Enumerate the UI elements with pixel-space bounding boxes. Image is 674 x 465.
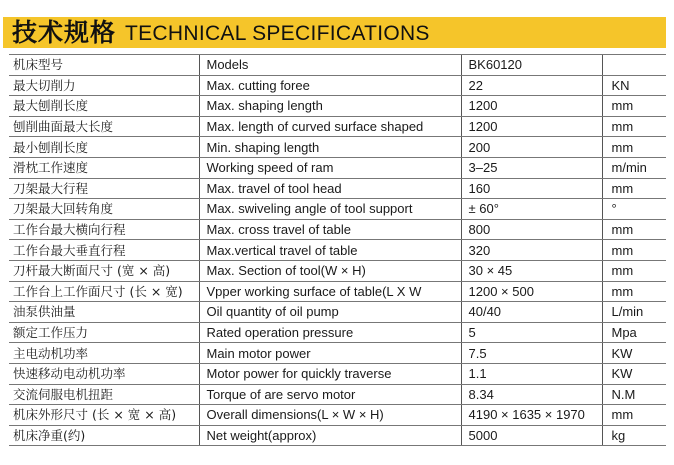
table-row (9, 137, 666, 158)
spec-value: ± 60° (461, 199, 602, 220)
spec-name-english: Max. Section of tool(W × H) (199, 260, 461, 281)
table-row (9, 260, 666, 281)
spec-name-english: Max. cutting foree (199, 75, 461, 96)
spec-name-english: Max.vertical travel of table (199, 240, 461, 261)
spec-value: 320 (461, 240, 602, 261)
table-row (9, 178, 666, 199)
spec-unit: mm (602, 219, 666, 240)
table-row (9, 384, 666, 405)
spec-name-chinese: 额定工作压力 (9, 322, 199, 343)
table-row (9, 322, 666, 343)
spec-name-english: Max. shaping length (199, 96, 461, 117)
table-row (9, 425, 666, 446)
spec-name-english: Max. cross travel of table (199, 219, 461, 240)
specifications-body (9, 55, 666, 446)
spec-name-chinese: 刨削曲面最大长度 (9, 116, 199, 137)
spec-name-chinese: 快速移动电动机功率 (9, 363, 199, 384)
spec-unit: KN (602, 75, 666, 96)
spec-name-english: Max. travel of tool head (199, 178, 461, 199)
spec-name-english: Models (199, 55, 461, 76)
table-row (9, 199, 666, 220)
spec-value: 30 × 45 (461, 260, 602, 281)
spec-name-english: Main motor power (199, 343, 461, 364)
spec-name-chinese: 主电动机功率 (9, 343, 199, 364)
spec-value: 200 (461, 137, 602, 158)
table-row (9, 281, 666, 302)
spec-name-chinese: 刀架最大行程 (9, 178, 199, 199)
spec-value: 1200 × 500 (461, 281, 602, 302)
spec-unit: mm (602, 281, 666, 302)
spec-value: 5 (461, 322, 602, 343)
specifications-table (9, 54, 666, 446)
spec-value: 5000 (461, 425, 602, 446)
spec-unit: mm (602, 240, 666, 261)
title-band (3, 17, 666, 48)
spec-name-chinese: 刀架最大回转角度 (9, 199, 199, 220)
table-row (9, 75, 666, 96)
spec-name-english: Min. shaping length (199, 137, 461, 158)
spec-unit (602, 55, 666, 76)
spec-value: 7.5 (461, 343, 602, 364)
spec-name-chinese: 最大切削力 (9, 75, 199, 96)
spec-name-chinese: 油泵供油量 (9, 302, 199, 323)
spec-name-english: Motor power for quickly traverse (199, 363, 461, 384)
spec-value: 4190 × 1635 × 1970 (461, 405, 602, 426)
spec-unit: N.M (602, 384, 666, 405)
spec-name-english: Overall dimensions(L × W × H) (199, 405, 461, 426)
spec-name-chinese: 机床净重(约) (9, 425, 199, 446)
spec-unit: ° (602, 199, 666, 220)
spec-unit: mm (602, 116, 666, 137)
spec-name-chinese: 交流伺服电机扭距 (9, 384, 199, 405)
spec-name-chinese: 工作台上工作面尺寸 (长 × 宽) (9, 281, 199, 302)
spec-unit: L/min (602, 302, 666, 323)
table-row (9, 405, 666, 426)
spec-value: 800 (461, 219, 602, 240)
spec-value: 1200 (461, 96, 602, 117)
spec-unit: m/min (602, 157, 666, 178)
spec-value: 1.1 (461, 363, 602, 384)
spec-name-english: Working speed of ram (199, 157, 461, 178)
spec-value: 22 (461, 75, 602, 96)
spec-value: BK60120 (461, 55, 602, 76)
table-row (9, 302, 666, 323)
spec-unit: mm (602, 137, 666, 158)
spec-unit: mm (602, 260, 666, 281)
spec-value: 1200 (461, 116, 602, 137)
spec-value: 160 (461, 178, 602, 199)
spec-name-english: Max. length of curved surface shaped (199, 116, 461, 137)
spec-unit: mm (602, 405, 666, 426)
table-row (9, 55, 666, 76)
table-row (9, 363, 666, 384)
spec-name-chinese: 工作台最大横向行程 (9, 219, 199, 240)
spec-unit: KW (602, 343, 666, 364)
spec-name-chinese: 刀杆最大断面尺寸 (宽 × 高) (9, 260, 199, 281)
spec-unit: mm (602, 178, 666, 199)
title-chinese: 技术规格 (12, 18, 117, 47)
spec-name-chinese: 最小刨削长度 (9, 137, 199, 158)
spec-name-english: Vpper working surface of table(L X W (199, 281, 461, 302)
table-row (9, 343, 666, 364)
table-row (9, 240, 666, 261)
table-row (9, 116, 666, 137)
spec-name-chinese: 最大刨削长度 (9, 96, 199, 117)
spec-unit: mm (602, 96, 666, 117)
table-row (9, 96, 666, 117)
spec-name-english: Net weight(approx) (199, 425, 461, 446)
spec-name-english: Rated operation pressure (199, 322, 461, 343)
spec-name-english: Max. swiveling angle of tool support (199, 199, 461, 220)
spec-value: 40/40 (461, 302, 602, 323)
spec-unit: kg (602, 425, 666, 446)
table-row (9, 219, 666, 240)
spec-name-english: Torque of are servo motor (199, 384, 461, 405)
spec-value: 8.34 (461, 384, 602, 405)
spec-unit: Mpa (602, 322, 666, 343)
spec-name-english: Oil quantity of oil pump (199, 302, 461, 323)
spec-unit: KW (602, 363, 666, 384)
table-row (9, 157, 666, 178)
spec-name-chinese: 工作台最大垂直行程 (9, 240, 199, 261)
spec-value: 3–25 (461, 157, 602, 178)
spec-name-chinese: 滑枕工作速度 (9, 157, 199, 178)
spec-name-chinese: 机床型号 (9, 55, 199, 76)
spec-name-chinese: 机床外形尺寸 (长 × 宽 × 高) (9, 405, 199, 426)
title-english: TECHNICAL SPECIFICATIONS (125, 22, 430, 45)
